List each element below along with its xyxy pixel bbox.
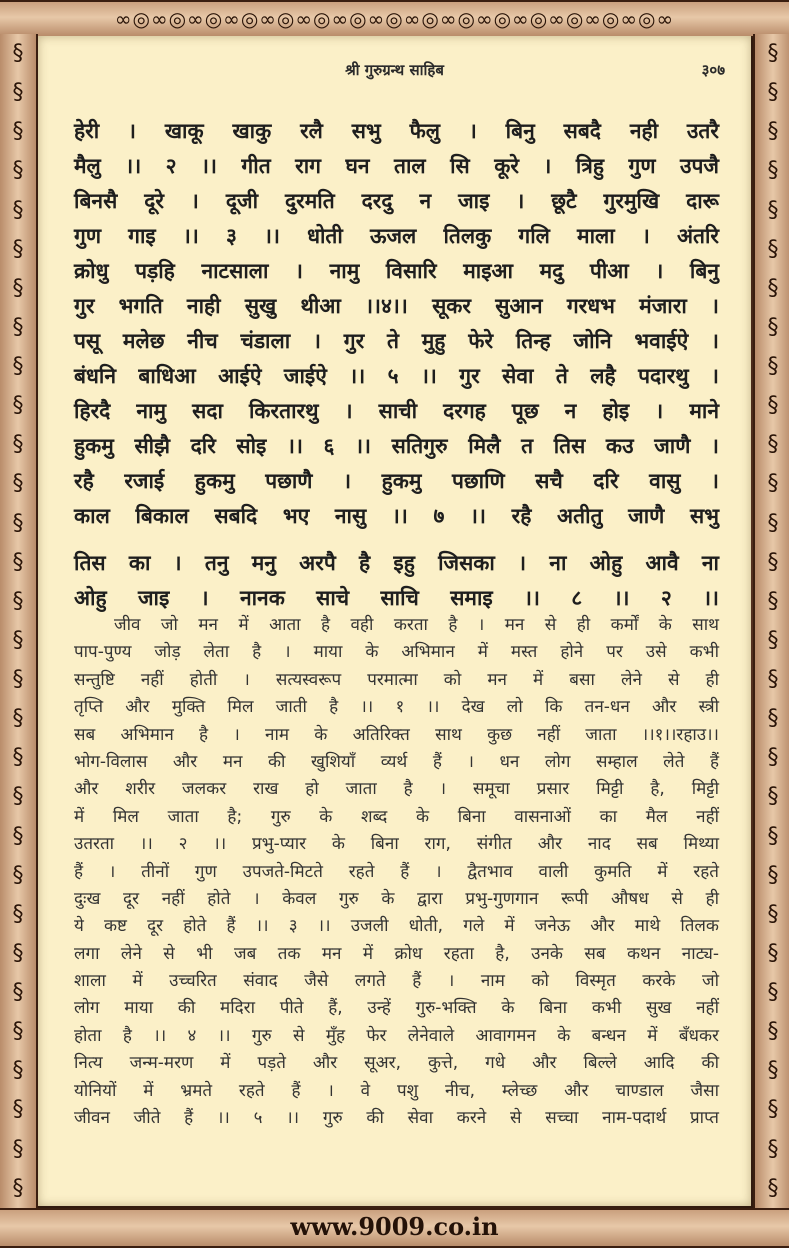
swirl-ornament-icon: § <box>12 980 24 1006</box>
translation-line: ये कष्ट दूर होते हैं ।। ३ ।। उजली धोती, गले में जनेऊ और माथे तिलक <box>74 916 719 937</box>
swirl-ornament-icon: § <box>12 158 24 184</box>
swirl-ornament-icon: § <box>767 158 779 184</box>
swirl-ornament-icon: § <box>767 236 779 262</box>
swirl-ornament-icon: § <box>767 393 779 419</box>
swirl-ornament-icon: § <box>12 901 24 927</box>
swirl-ornament-icon: § <box>12 588 24 614</box>
right-ornament <box>755 34 789 1208</box>
swirl-ornament-icon: § <box>767 862 779 888</box>
translation-line: सब अभिमान है । नाम के अतिरिक्त साथ कुछ नहीं जाता ।।१।।रहाउ।। <box>74 724 719 745</box>
translation-line: होता है ।। ४ ।। गुरु से मुँह फेर लेनेवाले आवागमन के बन्धन में बँधकर <box>74 1025 719 1046</box>
page-title: श्री गुरुग्रन्थ साहिब <box>345 61 444 79</box>
translation-line: में मिल जाता है; गुरु के शब्द के बिना वासनाओं का मैल नहीं <box>74 806 719 827</box>
swirl-ornament-icon: § <box>767 1136 779 1162</box>
verse-line: गुण गाइ ।। ३ ।। धोती ऊजल तिलकु गलि माला । अंतरि <box>74 224 719 248</box>
swirl-ornament-icon: § <box>767 667 779 693</box>
swirl-ornament-icon: § <box>767 197 779 223</box>
swirl-ornament-icon: § <box>12 940 24 966</box>
swirl-ornament-icon: § <box>12 784 24 810</box>
verse-line: तिस का । तनु मनु अरपै है इहु जिसका । ना ओहु आवै ना <box>74 551 719 575</box>
verse-line: पसू मलेछ नीच चंडाला । गुर ते मुहु फेरे तिन्ह जोनि भवाईऐ । <box>74 329 719 353</box>
verse-line: हेरी । खाकू खाकु रलै सभु फैलु । बिनु सबदै नही उतरै <box>74 119 719 143</box>
swirl-ornament-icon: § <box>12 236 24 262</box>
swirl-ornament-icon: § <box>12 471 24 497</box>
swirl-ornament-icon: § <box>767 1097 779 1123</box>
gurmukhi-verse-block <box>74 114 719 616</box>
translation-line: पाप-पुण्य जोड़ लेता है । माया के अभिमान में मस्त होने पर उसे कभी <box>74 642 719 663</box>
verse-line: ओहु जाइ । नानक साचे साचि समाइ ।। ८ ।। २ ।। <box>74 586 719 610</box>
swirl-ornament-icon: § <box>12 80 24 106</box>
verse-line: काल बिकाल सबदि भए नासु ।। ७ ।। रहै अतीतु जाणै सभु <box>74 504 719 528</box>
swirl-ornament-icon: § <box>767 41 779 67</box>
swirl-ornament-icon: § <box>12 823 24 849</box>
verse-line: हुकमु सीझै दरि सोइ ।। ६ ।। सतिगुरु मिलै त तिस कउ जाणै । <box>74 434 719 458</box>
swirl-ornament-icon: § <box>767 588 779 614</box>
translation-line: भोग-विलास और मन की खुशियाँ व्यर्थ हैं । धन लोग सम्हाल लेते हैं <box>74 751 719 772</box>
swirl-ornament-icon: § <box>12 627 24 653</box>
swirl-ornament-icon: § <box>767 980 779 1006</box>
swirl-ornament-icon: § <box>12 1097 24 1123</box>
swirl-ornament-icon: § <box>12 510 24 536</box>
swirl-ornament-icon: § <box>767 1019 779 1045</box>
translation-line: दुःख दूर नहीं होते । केवल गुरु के द्वारा प्रभु-गुणगान रूपी औषध से ही <box>74 888 719 909</box>
swirl-ornament-icon: § <box>12 667 24 693</box>
swirl-ornament-icon: § <box>767 432 779 458</box>
swirl-ornament-icon: § <box>767 784 779 810</box>
top-border <box>0 0 789 38</box>
verse-line: बंधनि बाधिआ आईऐ जाईऐ ।। ५ ।। गुर सेवा ते लहै पदारथु । <box>74 364 719 388</box>
verse-line: मैलु ।। २ ।। गीत राग घन ताल सि कूरे । त्रिहु गुण उपजै <box>74 154 719 178</box>
hindi-translation-block <box>74 612 719 1132</box>
page-number: ३०७ <box>701 61 725 79</box>
left-border <box>0 34 38 1208</box>
left-ornament <box>0 34 36 1208</box>
swirl-ornament-icon: § <box>767 510 779 536</box>
translation-line: लगा लेने से भी जब तक मन में क्रोध रहता है, उनके सब कथन नाट्य- <box>74 943 719 964</box>
top-ornament: ∞◎∞◎∞◎∞◎∞◎∞◎∞◎∞◎∞◎∞◎∞◎∞◎∞◎∞◎∞◎∞ <box>114 7 675 31</box>
swirl-ornament-icon: § <box>767 745 779 771</box>
swirl-ornament-icon: § <box>767 627 779 653</box>
swirl-ornament-icon: § <box>12 275 24 301</box>
right-border <box>753 34 789 1208</box>
translation-line: लोग माया की मदिरा पीते हैं, उन्हें गुरु-भक्ति के बिना कभी सुख नहीं <box>74 998 719 1019</box>
swirl-ornament-icon: § <box>12 197 24 223</box>
verse-line: क्रोधु पड़हि नाटसाला । नामु विसारि माइआ मदु पीआ । बिनु <box>74 259 719 283</box>
swirl-ornament-icon: § <box>12 354 24 380</box>
translation-line: और शरीर जलकर राख हो जाता है । समूचा प्रसार मिट्टी है, मिट्टी <box>74 779 719 800</box>
swirl-ornament-icon: § <box>767 275 779 301</box>
verse-line: गुर भगति नाही सुखु थीआ ।।४।। सूकर सुआन गरधभ मंजारा । <box>74 294 719 318</box>
verse-line: रहै रजाई हुकमु पछाणै । हुकमु पछाणि सचै दरि वासु । <box>74 469 719 493</box>
swirl-ornament-icon: § <box>12 706 24 732</box>
swirl-ornament-icon: § <box>12 314 24 340</box>
swirl-ornament-icon: § <box>767 80 779 106</box>
swirl-ornament-icon: § <box>767 1175 779 1201</box>
translation-line: उतरता ।। २ ।। प्रभु-प्यार के बिना राग, संगीत और नाद सब मिथ्या <box>74 834 719 855</box>
swirl-ornament-icon: § <box>767 119 779 145</box>
swirl-ornament-icon: § <box>12 549 24 575</box>
swirl-ornament-icon: § <box>767 901 779 927</box>
swirl-ornament-icon: § <box>767 1058 779 1084</box>
swirl-ornament-icon: § <box>12 1058 24 1084</box>
swirl-ornament-icon: § <box>12 41 24 67</box>
swirl-ornament-icon: § <box>767 471 779 497</box>
translation-line: शाला में उच्चरित संवाद जैसे लगते हैं । नाम को विस्मृत करके जो <box>74 971 719 992</box>
swirl-ornament-icon: § <box>12 1019 24 1045</box>
swirl-ornament-icon: § <box>12 862 24 888</box>
swirl-ornament-icon: § <box>12 393 24 419</box>
translation-line: जीव जो मन में आता है वही करता है । मन से ही कर्मों के साथ <box>114 615 719 635</box>
translation-line: सन्तुष्टि नहीं होती । सत्यस्वरूप परमात्मा को मन में बसा लेने से ही <box>74 669 719 690</box>
page-paper <box>38 36 751 1206</box>
swirl-ornament-icon: § <box>767 706 779 732</box>
swirl-ornament-icon: § <box>767 940 779 966</box>
translation-line: योनियों में भ्रमते रहते हैं । वे पशु नीच, म्लेच्छ और चाण्डाल जैसा <box>74 1080 719 1101</box>
translation-line: तृप्ति और मुक्ति मिल जाती है ।। १ ।। देख लो कि तन-धन और स्त्री <box>74 697 719 718</box>
website-url[interactable]: www.9009.co.in <box>290 1212 499 1241</box>
swirl-ornament-icon: § <box>767 823 779 849</box>
swirl-ornament-icon: § <box>12 119 24 145</box>
page-header <box>38 60 751 86</box>
swirl-ornament-icon: § <box>12 1175 24 1201</box>
verse-line: हिरदै नामु सदा किरतारथु । साची दरगह पूछ न होइ । माने <box>74 399 719 423</box>
swirl-ornament-icon: § <box>767 549 779 575</box>
swirl-ornament-icon: § <box>767 354 779 380</box>
translation-line: हैं । तीनों गुण उपजते-मिटते रहते हैं । द्वैतभाव वाली कुमति में रहते <box>74 861 719 882</box>
swirl-ornament-icon: § <box>767 314 779 340</box>
translation-line: जीवन जीते हैं ।। ५ ।। गुरु की सेवा करने से सच्चा नाम-पदार्थ प्राप्त <box>74 1108 719 1129</box>
swirl-ornament-icon: § <box>12 1136 24 1162</box>
swirl-ornament-icon: § <box>12 745 24 771</box>
verse-line: बिनसै दूरे । दूजी दुरमति दरदु न जाइ । छूटै गुरमुखि दारू <box>74 189 719 213</box>
translation-line: नित्य जन्म-मरण में पड़ते और सूअर, कुत्ते, गधे और बिल्ले आदि की <box>74 1053 719 1074</box>
swirl-ornament-icon: § <box>12 432 24 458</box>
